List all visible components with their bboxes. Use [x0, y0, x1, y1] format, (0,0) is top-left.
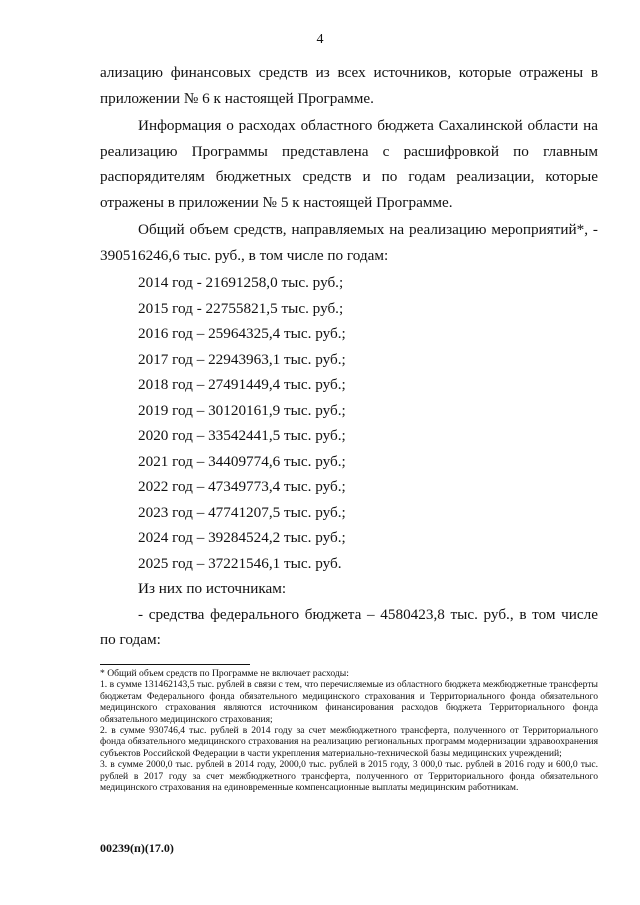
paragraph-regional-budget-info: Информация о расходах областного бюджета Сахалинской области на реализацию Программы представлена с расшифровкой по главным распорядителям бюджетных средств и по годам реализации, которые отражены в приложении № 5 к настоящей Программе. — [100, 117, 598, 211]
paragraph-total-volume: Общий объем средств, направляемых на реализацию мероприятий*, - 390516246,6 тыс. руб., в том числе по годам: — [100, 221, 598, 264]
footnotes — [100, 668, 598, 793]
sources-heading: Из них по источникам: — [138, 580, 287, 597]
main-text — [100, 60, 598, 653]
federal-budget-line: - средства федерального бюджета – 4580423,8 тыс. руб., в том числе по годам: — [100, 605, 598, 648]
footnote-divider — [100, 664, 250, 665]
year-item: 2025 год – 37221546,1 тыс. руб. — [138, 554, 342, 572]
year-item: 2020 год – 33542441,5 тыс. руб.; — [138, 427, 346, 444]
year-breakdown-list — [100, 270, 598, 576]
year-item: 2018 год – 27491449,4 тыс. руб.; — [138, 376, 346, 393]
year-item: 2023 год – 47741207,5 тыс. руб.; — [138, 503, 346, 521]
year-item: 2022 год – 47349773,4 тыс. руб.; — [138, 478, 346, 495]
footnote-item-1: 1. в сумме 131462143,5 тыс. рублей в связи с тем, что перечисляемые из областного бюджета межбюджетные трансферты бюджетам Федерального фонда обязательного медицинского страхования и Территориального фонда обязательного медицинского страхования являются источником финансирования расходов бюджета Территориального фонда обязательного медицинского страхования; — [100, 679, 598, 725]
year-item: 2016 год – 25964325,4 тыс. руб.; — [138, 325, 346, 342]
year-item: 2015 год - 22755821,5 тыс. руб.; — [138, 299, 344, 317]
paragraph-continuation: ализацию финансовых средств из всех источников, которые отражены в приложении № 6 к настоящей Программе. — [100, 64, 598, 107]
document-code: 00239(п)(17.0) — [100, 841, 174, 855]
year-item: 2021 год – 34409774,6 тыс. руб.; — [138, 452, 346, 470]
footnote-item-3: 3. в сумме 2000,0 тыс. рублей в 2014 году, 2000,0 тыс. рублей в 2015 году, 3 000,0 тыс. рублей в 2016 году и 600,0 тыс. рублей в 2017 году за счет межбюджетного трансферта, полученного от Территориального фонда обязательного медицинского страхования на единовременные компенсационные выплаты медицинским работникам. — [100, 759, 598, 794]
year-item: 2014 год - 21691258,0 тыс. руб.; — [138, 274, 344, 291]
year-item: 2024 год – 39284524,2 тыс. руб.; — [138, 529, 346, 546]
page-number: 4 — [316, 32, 324, 47]
year-item: 2017 год – 22943963,1 тыс. руб.; — [138, 350, 346, 368]
year-item: 2019 год – 30120161,9 тыс. руб.; — [138, 401, 346, 419]
footnote-item-2: 2. в сумме 930746,4 тыс. рублей в 2014 году за счет межбюджетного трансферта, полученного от Территориального фонда обязательного медицинского страхования на реализацию региональных программ модернизации здравоохранения субъектов Российской Федерации в части укрепления материально-технической базы медицинских учреждений; — [100, 725, 598, 759]
footnote-intro: * Общий объем средств по Программе не включает расходы: — [100, 668, 349, 679]
